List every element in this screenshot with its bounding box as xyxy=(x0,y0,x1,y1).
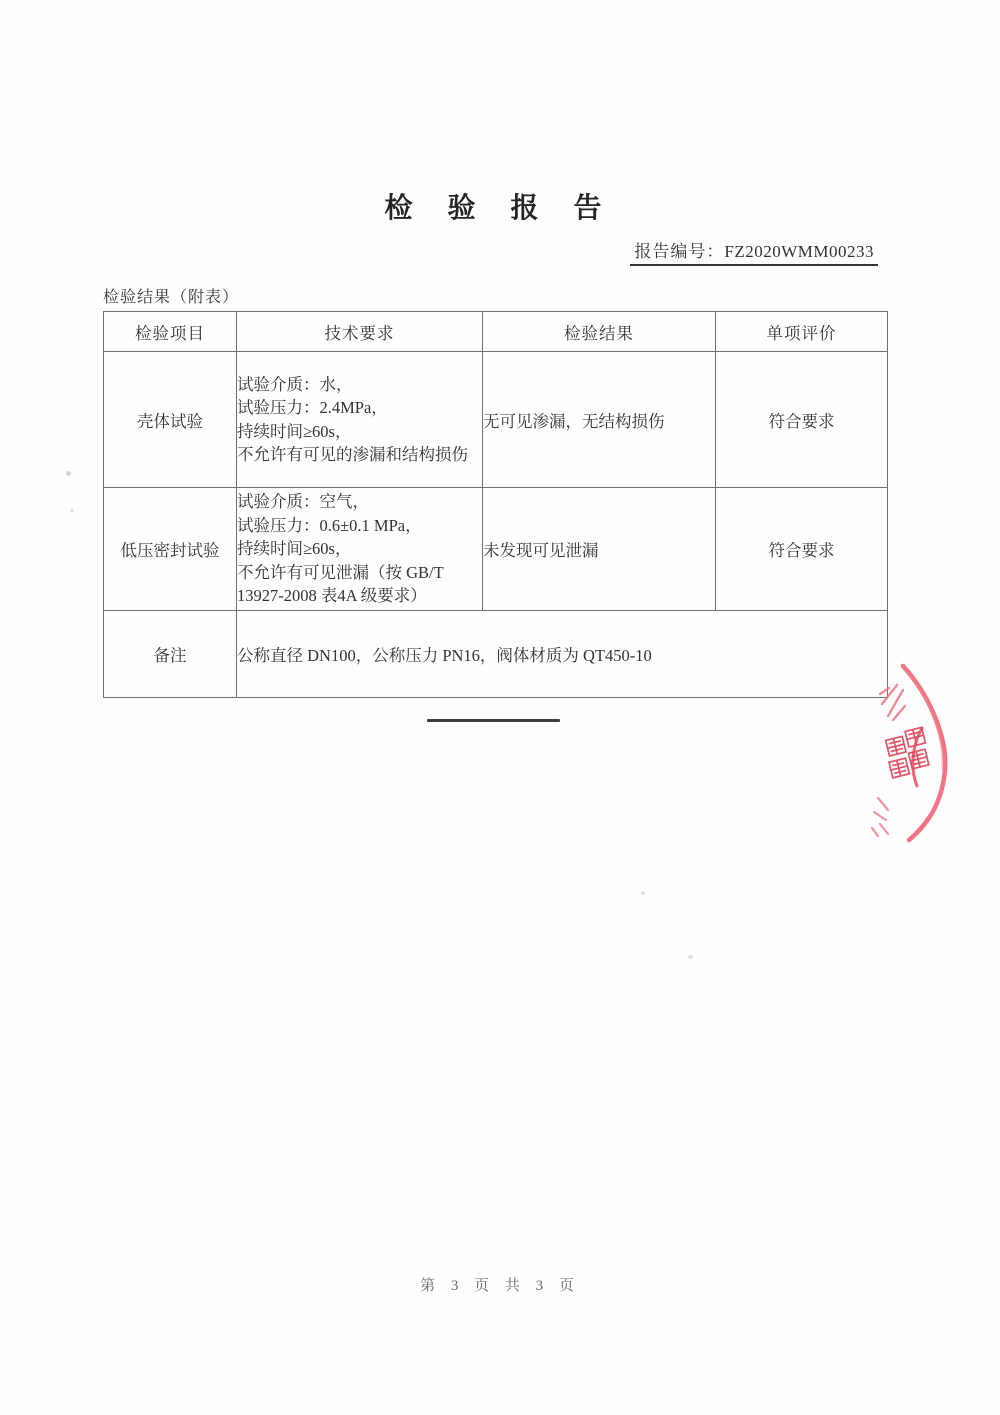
requirement-line: 试验压力：2.4MPa， xyxy=(237,398,388,417)
signature-divider-line xyxy=(427,719,560,722)
page-footer: 第 3 页 共 3 页 xyxy=(420,1278,580,1294)
remark-text: 公称直径 DN100，公称压力 PN16，阀体材质为 QT450-10 xyxy=(237,611,888,698)
requirement-line: 试验压力：0.6±0.1 MPa， xyxy=(237,515,422,535)
table-row-remark xyxy=(104,611,888,698)
requirement-line: 持续时间≥60s， xyxy=(237,539,352,559)
item-result: 无可见渗漏，无结构损伤 xyxy=(483,352,716,488)
table-row-shell-test xyxy=(104,352,888,488)
requirement-line: 试验介质：空气， xyxy=(237,492,369,512)
item-requirements xyxy=(237,352,483,488)
scan-speck xyxy=(66,471,71,476)
scan-speck xyxy=(641,891,645,895)
header-inspection-result: 检验结果 xyxy=(483,312,716,352)
requirement-line: 试验介质：水， xyxy=(237,374,353,394)
item-result: 未发现可见泄漏 xyxy=(483,488,716,611)
red-seal-stamp-icon xyxy=(858,652,1000,852)
item-name: 壳体试验 xyxy=(104,352,237,488)
header-inspection-item: 检验项目 xyxy=(104,312,237,352)
requirement-line: 不允许有可见的渗漏和结构损伤 xyxy=(237,445,468,464)
remark-label: 备注 xyxy=(104,611,237,698)
results-caption: 检验结果（附表） xyxy=(103,289,240,306)
requirement-line: 13927-2008 表4A 级要求） xyxy=(237,586,427,606)
item-name: 低压密封试验 xyxy=(104,488,237,611)
item-requirements xyxy=(237,488,483,611)
requirement-line: 持续时间≥60s， xyxy=(237,421,352,441)
report-number-label: 报告编号： xyxy=(634,242,725,261)
table-row-low-pressure-seal-test xyxy=(104,488,888,611)
requirement-line: 不允许有可见泄漏（按 GB/T xyxy=(237,562,444,582)
report-number xyxy=(630,237,878,266)
page-title: 检 验 报 告 xyxy=(384,193,616,224)
table-header-row xyxy=(104,312,888,352)
scan-speck xyxy=(70,509,74,512)
report-number-value: FZ2020WMM00233 xyxy=(724,242,874,261)
header-technical-requirement: 技术要求 xyxy=(237,312,483,352)
inspection-results-table xyxy=(103,311,888,698)
item-evaluation: 符合要求 xyxy=(716,488,888,611)
item-evaluation: 符合要求 xyxy=(716,352,888,488)
scan-speck xyxy=(688,955,693,959)
header-item-evaluation: 单项评价 xyxy=(716,312,888,352)
